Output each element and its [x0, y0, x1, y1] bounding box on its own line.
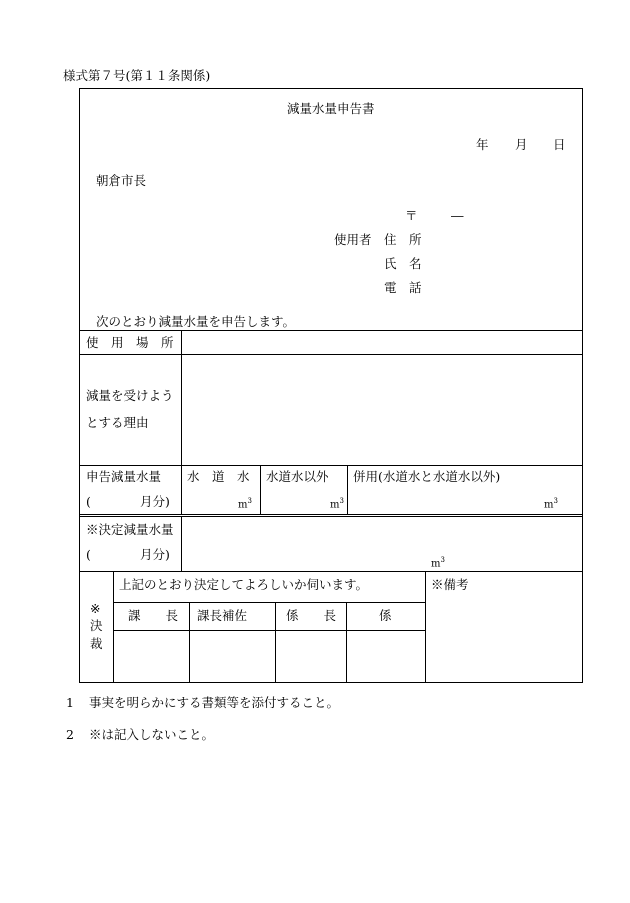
declared-month-close: 月分) — [140, 494, 170, 509]
decided-month-open: ( — [86, 547, 91, 562]
row-divider — [79, 354, 583, 355]
postal-mark: 〒 — [405, 208, 418, 223]
reason-label-line2: とする理由 — [86, 415, 149, 430]
name-label: 氏 名 — [384, 256, 422, 271]
reason-label-line1: 減量を受けよう — [86, 388, 174, 403]
role-section-chief: 課 長 — [128, 608, 179, 623]
form-title: 減量水量申告書 — [287, 101, 375, 116]
date-day-label: 日 — [553, 137, 566, 152]
col-non-water-header: 水道水以外 — [266, 469, 329, 484]
row-divider — [79, 571, 583, 572]
col-combined-header: 併用(水道水と水道水以外) — [353, 469, 501, 484]
approval-column-divider — [346, 602, 347, 683]
date-year-label: 年 — [476, 137, 489, 152]
approval-side-char2: 裁 — [90, 636, 103, 651]
unit-non-water: $m^3$ — [330, 497, 344, 511]
column-divider — [260, 465, 261, 514]
approval-side-mark: ※ — [90, 601, 101, 616]
unit-decided: $m^3$ — [431, 556, 445, 570]
phone-label: 電 話 — [384, 280, 422, 295]
row-divider — [79, 330, 583, 331]
col-water-header: 水 道 水 — [187, 469, 250, 484]
remarks-label: ※備考 — [431, 577, 469, 592]
addressee: 朝倉市長 — [96, 173, 147, 188]
approval-divider — [113, 602, 425, 603]
declared-label-line1: 申告減量水量 — [86, 469, 162, 484]
decided-month-close: 月分) — [140, 547, 170, 562]
label-column-divider — [181, 330, 182, 515]
role-subsection-chief: 係 長 — [286, 608, 337, 623]
label-column-divider — [181, 516, 182, 571]
postal-dash: ― — [451, 208, 464, 223]
applicant-role-label: 使用者 — [334, 232, 372, 247]
approval-column-divider — [275, 602, 276, 683]
intro-text: 次のとおり減量水量を申告します。 — [96, 314, 296, 329]
role-staff: 係 — [379, 608, 392, 623]
usage-place-label: 使 用 場 所 — [86, 335, 174, 350]
role-assistant-chief: 課長補佐 — [197, 608, 248, 623]
note-number: 1 — [66, 695, 74, 710]
row-divider-double — [79, 516, 583, 517]
approval-divider — [113, 630, 425, 631]
row-divider — [79, 465, 583, 466]
form-frame — [79, 88, 583, 683]
column-divider — [347, 465, 348, 514]
unit-combined: $m^3$ — [544, 497, 558, 511]
approval-side-char1: 決 — [90, 618, 103, 633]
unit-water: $m^3$ — [238, 497, 252, 511]
note-number: 2 — [66, 727, 74, 742]
note-text: 事実を明らかにする書類等を添付すること。 — [89, 695, 340, 710]
address-label: 住 所 — [384, 232, 422, 247]
remarks-divider — [425, 571, 426, 683]
decided-label-line1: ※決定減量水量 — [86, 522, 174, 537]
approval-statement: 上記のとおり決定してよろしいか伺います。 — [119, 577, 369, 592]
declared-month-open: ( — [86, 494, 91, 509]
date-month-label: 月 — [515, 137, 528, 152]
note-text: ※は記入しないこと。 — [89, 727, 215, 742]
row-divider — [79, 514, 583, 515]
approval-column-divider — [189, 602, 190, 683]
form-number: 様式第７号(第１１条関係) — [63, 68, 211, 83]
approval-side-divider — [113, 571, 114, 683]
